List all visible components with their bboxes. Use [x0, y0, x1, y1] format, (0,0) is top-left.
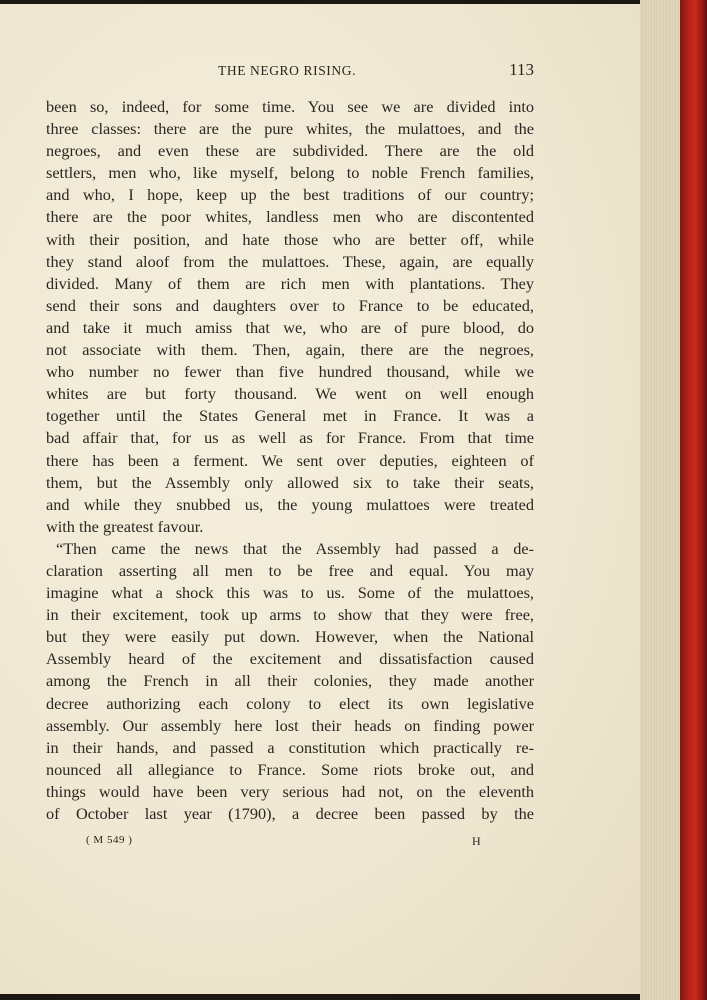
text-line: settlers, men who, like myself, belong to noble French families,: [46, 163, 534, 183]
text-line: claration asserting all men to be free and equal. You may: [46, 560, 534, 580]
page-footer: [46, 834, 534, 852]
text-line: and who, I hope, keep up the best traditions of our country;: [46, 185, 534, 205]
text-line: with the greatest favour.: [46, 516, 204, 536]
text-line: Assembly heard of the excitement and dissatisfaction caused: [46, 649, 534, 669]
text-line: send their sons and daughters over to France to be educated,: [46, 295, 534, 315]
text-line: been so, indeed, for some time. You see we are divided into: [46, 97, 534, 116]
text-line: who number no fewer than five hundred thousand, while we: [46, 362, 534, 382]
text-line: with their position, and hate those who are better off, while: [46, 229, 534, 249]
text-line: in their excitement, took up arms to show that they were free,: [46, 605, 534, 625]
text-line: whites are but forty thousand. We went on well enough: [46, 384, 534, 404]
text-line: in their hands, and passed a constitution which practically re-: [46, 737, 534, 757]
text-line: but they were easily put down. However, when the National: [46, 627, 534, 647]
page-edges: [640, 0, 680, 1000]
body-text: [46, 96, 534, 825]
text-line: imagine what a shock this was to us. Some of the mulattoes,: [46, 583, 534, 603]
text-line: together until the States General met in France. It was a: [46, 406, 534, 426]
text-line: negroes, and even these are subdivided. There are the old: [46, 141, 534, 161]
book-spine: [680, 0, 707, 1000]
text-line: divided. Many of them are rich men with plantations. They: [46, 273, 534, 293]
text-line: not associate with them. Then, again, there are the negroes,: [46, 340, 534, 360]
page-number: 113: [509, 60, 534, 79]
text-line: of October last year (1790), a decree been passed by the: [46, 804, 534, 823]
text-line: “Then came the news that the Assembly had passed a de-: [56, 538, 534, 558]
text-line: and take it much amiss that we, who are of pure blood, do: [46, 317, 534, 337]
page-header: [46, 60, 534, 84]
text-line: and while they snubbed us, the young mulattoes were treated: [46, 494, 534, 514]
text-line: things would have been very serious had not, on the eleventh: [46, 781, 534, 801]
text-line: they stand aloof from the mulattoes. These, again, are equally: [46, 251, 534, 271]
text-line: nounced all allegiance to France. Some riots broke out, and: [46, 759, 534, 779]
text-line: there has been a ferment. We sent over deputies, eighteen of: [46, 450, 534, 470]
text-line: three classes: there are the pure whites, the mulattoes, and the: [46, 119, 534, 139]
text-line: among the French in all their colonies, they made another: [46, 671, 534, 691]
text-line: there are the poor whites, landless men who are discontented: [46, 207, 534, 227]
text-line: decree authorizing each colony to elect its own legislative: [46, 693, 534, 713]
text-line: assembly. Our assembly here lost their heads on finding power: [46, 715, 534, 735]
signature-mark: H: [472, 834, 481, 848]
printer-mark: ( M 549 ): [86, 834, 133, 846]
text-line: them, but the Assembly only allowed six to take their seats,: [46, 472, 534, 492]
text-line: bad affair that, for us as well as for France. From that time: [46, 428, 534, 448]
running-title: THE NEGRO RISING.: [218, 63, 357, 78]
